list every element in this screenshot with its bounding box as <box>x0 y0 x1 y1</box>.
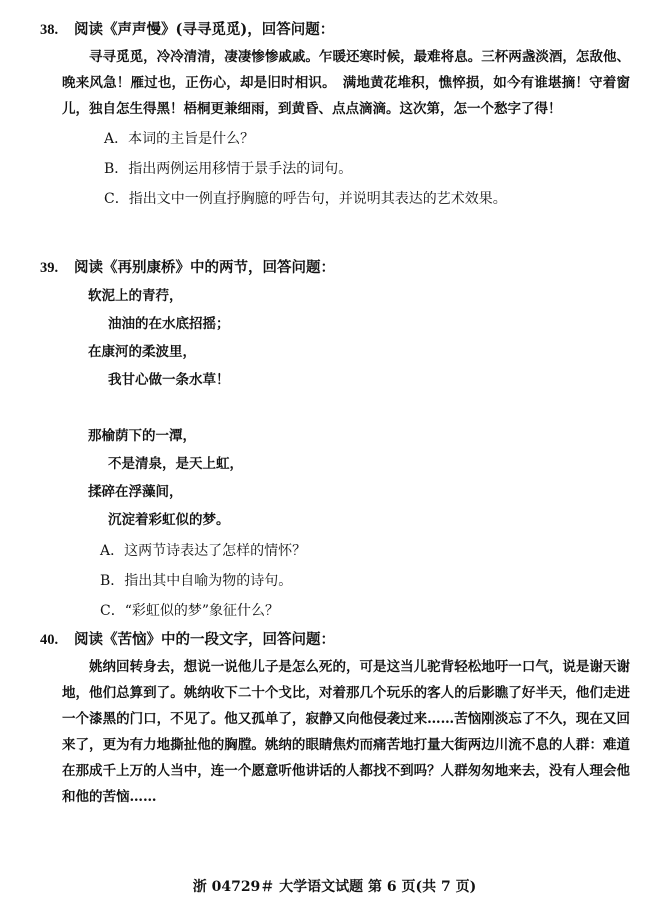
sub-question-a: A．这两节诗表达了怎样的情怀？ <box>100 543 307 559</box>
question-prompt: 阅读《声声慢》(寻寻觅觅)，回答问题： <box>74 21 335 38</box>
poem-line: 我甘心做一条水草！ <box>108 372 230 388</box>
poem-line: 在康河的柔波里， <box>88 344 196 360</box>
question-number: 39. <box>40 260 59 276</box>
stanza-gap <box>40 394 640 422</box>
question-prompt: 阅读《再别康桥》中的两节，回答问题： <box>74 259 335 276</box>
poem-line: 沉淀着彩虹似的梦。 <box>108 512 230 528</box>
sub-question-a: A．本词的主旨是什么？ <box>104 131 255 147</box>
question-38 <box>40 20 640 214</box>
question-number: 38. <box>40 22 59 38</box>
poem-stanza-1 <box>40 282 640 394</box>
poem-line: 那榆荫下的一潭， <box>88 428 196 444</box>
sub-question-b: B．指出其中自喻为物的诗句。 <box>100 573 293 589</box>
poem-line: 揉碎在浮藻间， <box>88 484 183 500</box>
sub-question-c: C．指出文中一例直抒胸臆的呼告句，并说明其表达的艺术效果。 <box>104 191 507 207</box>
sub-question-c: C．“彩虹似的梦”象征什么？ <box>100 603 280 619</box>
poem-line: 软泥上的青荇， <box>88 288 183 304</box>
poem-stanza-2 <box>40 422 640 534</box>
prose-passage: 姚纳回转身去，想说一说他儿子是怎么死的，可是这当儿驼背轻松地吁一口气，说是谢天谢地，他们总算到了。姚纳收下二十个戈比，对着那几个玩乐的客人的后影瞧了好半天，他们走进一个漆黑的门口，不见了。他又孤单了，寂静又向他侵袭过来……苦恼刚淡忘了不久，现在又回来了，更为有力地撕扯他的胸膛。姚纳的眼睛焦灼而痛苦地打量大街两边川流不息的人群：难道在那成千上万的人当中，连一个愿意听他讲话的人都找不到吗？人群匆匆地来去，没有人理会他和他的苦恼…… <box>62 659 630 805</box>
poem-line: 不是清泉，是天上虹， <box>108 456 243 472</box>
question-prompt: 阅读《苦恼》中的一段文字，回答问题： <box>74 631 335 648</box>
question-40 <box>40 630 640 810</box>
poem-line: 油油的在水底招摇； <box>108 316 230 332</box>
question-38-heading <box>40 20 640 40</box>
question-39-heading <box>40 258 640 278</box>
page-footer: 浙 04729＃ 大学语文试题 第 6 页(共 7 页) <box>192 879 477 895</box>
sub-question-b: B．指出两例运用移情于景手法的词句。 <box>104 161 353 177</box>
question-number: 40. <box>40 632 59 648</box>
question-40-heading <box>40 630 640 650</box>
ci-poem-passage: 寻寻觅觅，冷冷清清，凄凄惨惨戚戚。乍暖还寒时候，最难将息。三杯两盏淡酒，怎敌他、晚来风急！雁过也，正伤心，却是旧时相识。 满地黄花堆积，憔悴损，如今有谁堪摘！守着窗儿，独自怎生得黑！梧桐更兼细雨，到黄昏、点点滴滴。这次第，怎一个愁字了得！ <box>62 49 630 117</box>
question-39 <box>40 258 640 626</box>
